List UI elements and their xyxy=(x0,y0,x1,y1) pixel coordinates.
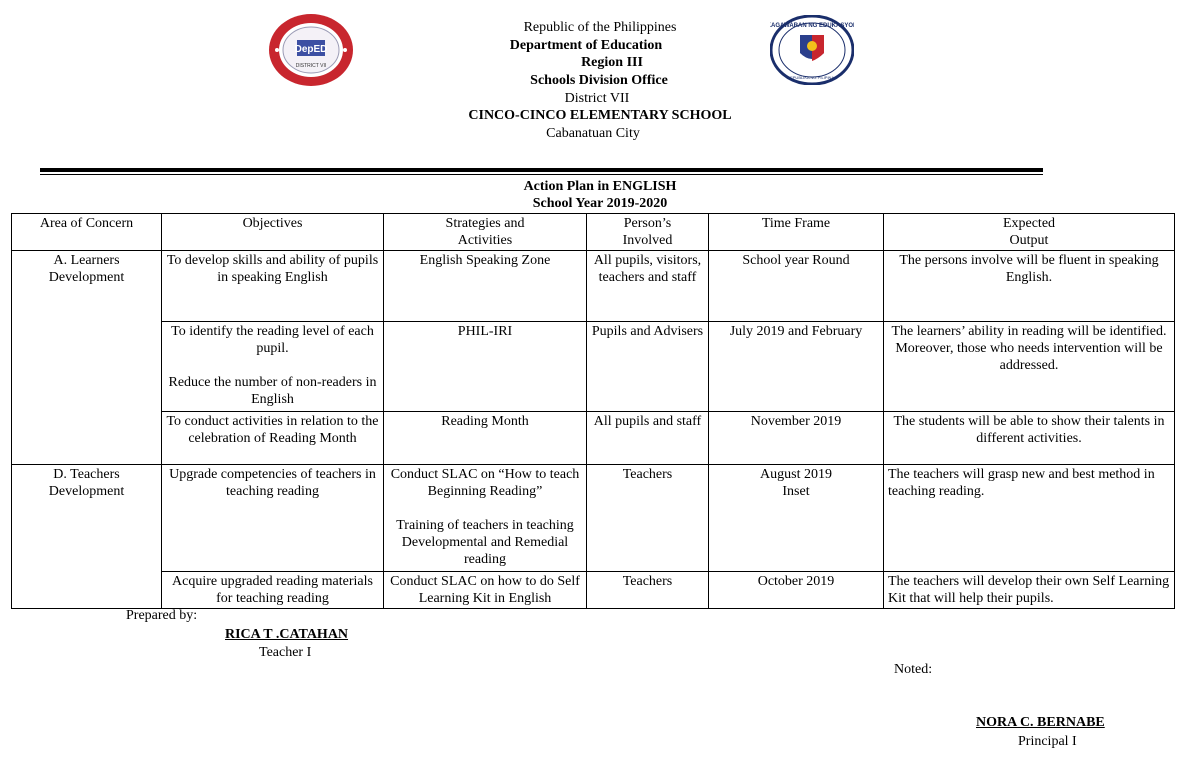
district-line: District VII xyxy=(564,91,630,106)
prepared-by-label: Prepared by: xyxy=(126,608,198,623)
cell-timeframe: October 2019 xyxy=(709,572,884,609)
region-line: Region III xyxy=(581,55,643,70)
cell-objectives: Acquire upgraded reading materials for teaching reading xyxy=(162,572,384,609)
cell-persons: Teachers xyxy=(587,572,709,609)
header-persons: Person’s Involved xyxy=(587,214,709,251)
table-row xyxy=(12,251,1175,322)
cell-timeframe: July 2019 and February xyxy=(709,322,884,412)
cell-timeframe: School year Round xyxy=(709,251,884,322)
school-name: CINCO-CINCO ELEMENTARY SCHOOL xyxy=(468,108,732,123)
table-row xyxy=(12,412,1175,465)
cell-output: The teachers will grasp new and best method in teaching reading. xyxy=(884,465,1175,572)
noted-label: Noted: xyxy=(894,662,933,677)
header-divider xyxy=(40,168,1043,172)
noter-title: Principal I xyxy=(1018,734,1077,749)
left-seal-text: DepED xyxy=(294,44,328,55)
table-row xyxy=(12,572,1175,609)
noter-name: NORA C. BERNABE xyxy=(976,715,1105,730)
left-seal-sub: DISTRICT VII xyxy=(295,63,327,69)
cell-strategies: PHIL-IRI xyxy=(384,322,587,412)
cell-persons: Teachers xyxy=(587,465,709,572)
cell-strategies: English Speaking Zone xyxy=(384,251,587,322)
header-objectives: Objectives xyxy=(162,214,384,251)
area-teachers: D. Teachers Development xyxy=(12,465,162,609)
department-line: Department of Education xyxy=(509,38,663,53)
header-divider-thin xyxy=(40,174,1043,175)
division-line: Schools Division Office xyxy=(530,73,668,88)
cell-objectives: To develop skills and ability of pupils in speaking English xyxy=(162,251,384,322)
right-seal-bottom: REPUBLIKA NG PILIPINAS xyxy=(787,75,837,80)
table-row xyxy=(12,465,1175,572)
header-timeframe: Time Frame xyxy=(709,214,884,251)
cell-strategies: Reading Month xyxy=(384,412,587,465)
preparer-title: Teacher I xyxy=(259,645,312,660)
table-row xyxy=(12,322,1175,412)
cell-strategies: Conduct SLAC on how to do Self Learning Kit in English xyxy=(384,572,587,609)
cell-timeframe: November 2019 xyxy=(709,412,884,465)
header-strategies: Strategies and Activities xyxy=(384,214,587,251)
cell-persons: All pupils and staff xyxy=(587,412,709,465)
republic-line: Republic of the Philippines xyxy=(523,20,677,35)
area-learners: A. Learners Development xyxy=(12,251,162,465)
cell-objectives: To conduct activities in relation to the celebration of Reading Month xyxy=(162,412,384,465)
preparer-name: RICA T .CATAHAN xyxy=(225,627,349,642)
document-title: Action Plan in ENGLISH xyxy=(523,179,677,194)
cell-strategies: Conduct SLAC on “How to teach Beginning Reading” Training of teachers in teaching Developmental and Remedial reading xyxy=(384,465,587,572)
school-year: School Year 2019-2020 xyxy=(532,196,668,211)
cell-output: The persons involve will be fluent in speaking English. xyxy=(884,251,1175,322)
table-header-row xyxy=(12,214,1175,251)
right-seal-ring: KAGAWARAN NG EDUKASYON xyxy=(770,23,854,29)
cell-output: The teachers will develop their own Self Learning Kit that will help their pupils. xyxy=(884,572,1175,609)
cell-persons: All pupils, visitors, teachers and staff xyxy=(587,251,709,322)
header-area: Area of Concern xyxy=(12,214,162,251)
cell-objectives: To identify the reading level of each pupil. Reduce the number of non-readers in English xyxy=(162,322,384,412)
cell-output: The students will be able to show their talents in different activities. xyxy=(884,412,1175,465)
city-line: Cabanatuan City xyxy=(546,126,640,141)
header-output: Expected Output xyxy=(884,214,1175,251)
cell-timeframe: August 2019 Inset xyxy=(709,465,884,572)
cell-objectives: Upgrade competencies of teachers in teaching reading xyxy=(162,465,384,572)
cell-output: The learners’ ability in reading will be identified. Moreover, those who needs intervention will be addressed. xyxy=(884,322,1175,412)
action-plan-table xyxy=(11,213,1175,609)
cell-persons: Pupils and Advisers xyxy=(587,322,709,412)
